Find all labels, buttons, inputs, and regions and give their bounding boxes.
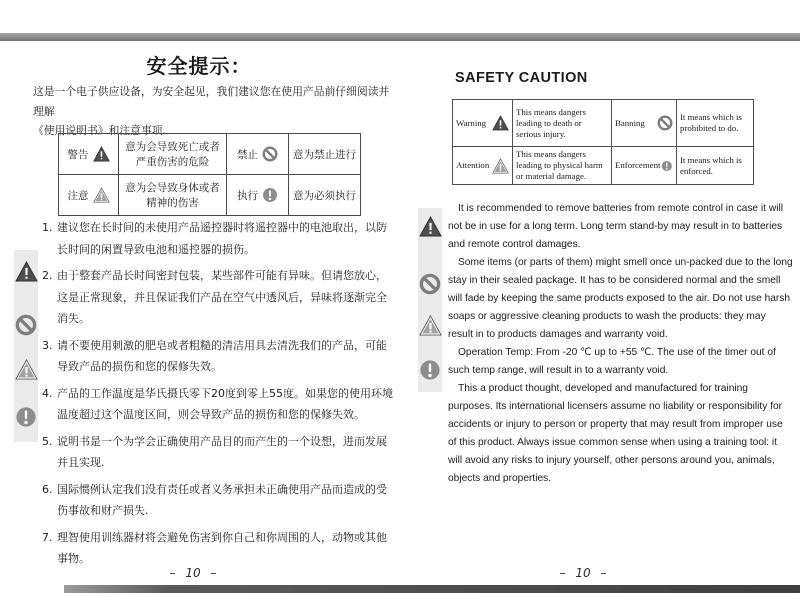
list-item-text: 产品的工作温度是华氏摄氏零下20度到零上55度。如果您的使用环境温度超过这个温度区间，则会导致产品的损伤和您的保修失效。 <box>57 386 393 421</box>
attention-triangle-icon <box>15 359 38 380</box>
banning-circle-icon <box>657 115 673 131</box>
list-item-number: 7. <box>42 530 53 544</box>
list-item-number: 6. <box>42 482 53 496</box>
list-item <box>42 479 394 522</box>
table-row <box>59 175 361 216</box>
left-intro-paragraph <box>33 82 397 141</box>
attention-triangle-icon <box>492 158 509 174</box>
legend-term-label: Enforcement <box>615 160 661 170</box>
paragraph: This a product thought, developed and manufactured for training purposes. Its international licensers assume no liability or responsibility for accidents or injury to person or property that may result from improper use of this product. Always issue common sense when using a training tool: it will avoid any risks to injury yourself, other persons around you, animals, objects and properties. <box>448 383 783 484</box>
left-warning-legend-table <box>58 133 361 216</box>
list-item <box>42 431 394 474</box>
legend-term-cell <box>612 100 677 147</box>
list-item-text: 建议您在长时间的未使用产品遥控器时将遥控器中的电池取出，以防长时间的闲置导致电池和遥控器的损伤。 <box>57 221 387 256</box>
list-item-number: 2. <box>42 269 53 282</box>
list-item <box>42 335 394 378</box>
list-item-text: 理智使用训练器材将会避免伤害到你自己和你周围的人，动物或其他事物。 <box>57 530 387 565</box>
list-item-text: 请不要使用刺激的肥皂或者粗糙的清洁用具去清洗我们的产品，可能导致产品的损伤和您的保修失效。 <box>57 338 387 373</box>
list-item-number: 1. <box>42 221 53 234</box>
left-safety-notes-list <box>42 217 394 575</box>
legend-term-cell <box>59 134 119 175</box>
list-item-text: 国际惯例认定我们没有责任或者义务承担未正确使用产品而造成的受伤事故和财产损失. <box>57 482 387 517</box>
warning-triangle-icon <box>15 261 38 282</box>
list-item-number: 3. <box>42 338 53 352</box>
right-safety-paragraphs <box>448 200 793 488</box>
left-page-number: – 10 – <box>169 566 217 580</box>
legend-desc-cell: It means which is enforced. <box>677 147 754 185</box>
warning-triangle-icon <box>492 115 509 131</box>
legend-term-label: 执行 <box>237 189 258 202</box>
legend-term-cell <box>612 147 677 185</box>
table-row <box>59 134 361 175</box>
right-safety-legend-table <box>452 99 754 185</box>
right-page-title: SAFETY CAUTION <box>455 70 588 86</box>
legend-term-cell <box>453 147 513 185</box>
legend-term-label: Attention <box>456 160 490 170</box>
enforcement-circle-icon <box>15 406 37 428</box>
list-item <box>42 527 394 570</box>
scan-top-edge-bar <box>0 33 800 41</box>
enforcement-circle-icon <box>419 359 441 381</box>
banning-circle-icon <box>15 314 37 336</box>
list-item-text: 由于整套产品长时间密封包装，某些部件可能有异味。但请您放心，这是正常现象，并且保证我们产品在空气中透风后，异味将逐渐完全消失。 <box>57 269 387 325</box>
legend-desc-cell: 意为会导致身体或者精神的伤害 <box>119 175 227 216</box>
legend-term-label: Warning <box>456 117 487 128</box>
legend-desc-cell: 意为会导致死亡或者严重伤害的危险 <box>119 134 227 175</box>
right-page-number: – 10 – <box>559 566 607 580</box>
legend-desc-cell: This means dangers leading to death or serious injury. <box>513 100 612 147</box>
paragraph: Some items (or parts of them) might smell once un-packed due to the long stay in their sealed package. It has to be considered normal and the smell will fade by keeping the same products exposed to the air. Do not use harsh soaps or aggressive cleaning products to wash the products: they may result in to products damages and warranty void. <box>448 257 793 340</box>
warning-triangle-icon <box>93 146 110 162</box>
left-intro-line-2: 《使用说明书》和注意事项. <box>33 124 166 137</box>
list-item <box>42 383 394 426</box>
attention-triangle-icon <box>419 315 442 336</box>
list-item-number: 5. <box>42 434 53 448</box>
legend-desc-cell: This means dangers leading to physical harm or material damage. <box>513 147 612 185</box>
list-item-number: 4. <box>42 386 53 400</box>
legend-term-cell <box>227 134 289 175</box>
legend-term-label: Banning <box>615 117 645 128</box>
paragraph: Operation Temp: From -20 ℃ up to +55 ℃. The use of the timer out of such temp range, will result in to a warranty void. <box>448 347 776 376</box>
left-page-title: 安全提示： <box>146 54 252 78</box>
scan-bottom-edge-bar <box>64 585 800 593</box>
list-item-text: 说明书是一个为学会正确使用产品目的而产生的一个设想，进而发展并且实现. <box>57 434 387 469</box>
enforcement-circle-icon <box>262 187 278 203</box>
legend-desc-cell: 意为必须执行 <box>289 175 361 216</box>
legend-desc-cell: It means which is prohibited to do. <box>677 100 754 147</box>
legend-term-cell <box>227 175 289 216</box>
table-row <box>453 100 754 147</box>
legend-term-cell <box>453 100 513 147</box>
legend-term-label: 注意 <box>67 189 89 202</box>
table-row <box>453 147 754 185</box>
banning-circle-icon <box>419 273 441 295</box>
left-intro-line-1: 这是一个电子供应设备，为安全起见，我们建议您在使用产品前仔细阅读并理解 <box>33 85 390 118</box>
attention-triangle-icon <box>93 187 110 203</box>
warning-triangle-icon <box>419 216 442 237</box>
legend-desc-cell: 意为禁止进行 <box>289 134 361 175</box>
enforcement-circle-icon <box>661 158 673 174</box>
legend-term-label: 禁止 <box>237 148 258 161</box>
list-item <box>42 217 394 260</box>
list-item <box>42 265 394 330</box>
banning-circle-icon <box>262 146 278 162</box>
legend-term-label: 警告 <box>67 148 89 161</box>
paragraph: It is recommended to remove batteries from remote control in case it will not be in use for a long term. Long term stand-by may result in to batteries and remote control damages. <box>448 203 783 250</box>
legend-term-cell <box>59 175 119 216</box>
